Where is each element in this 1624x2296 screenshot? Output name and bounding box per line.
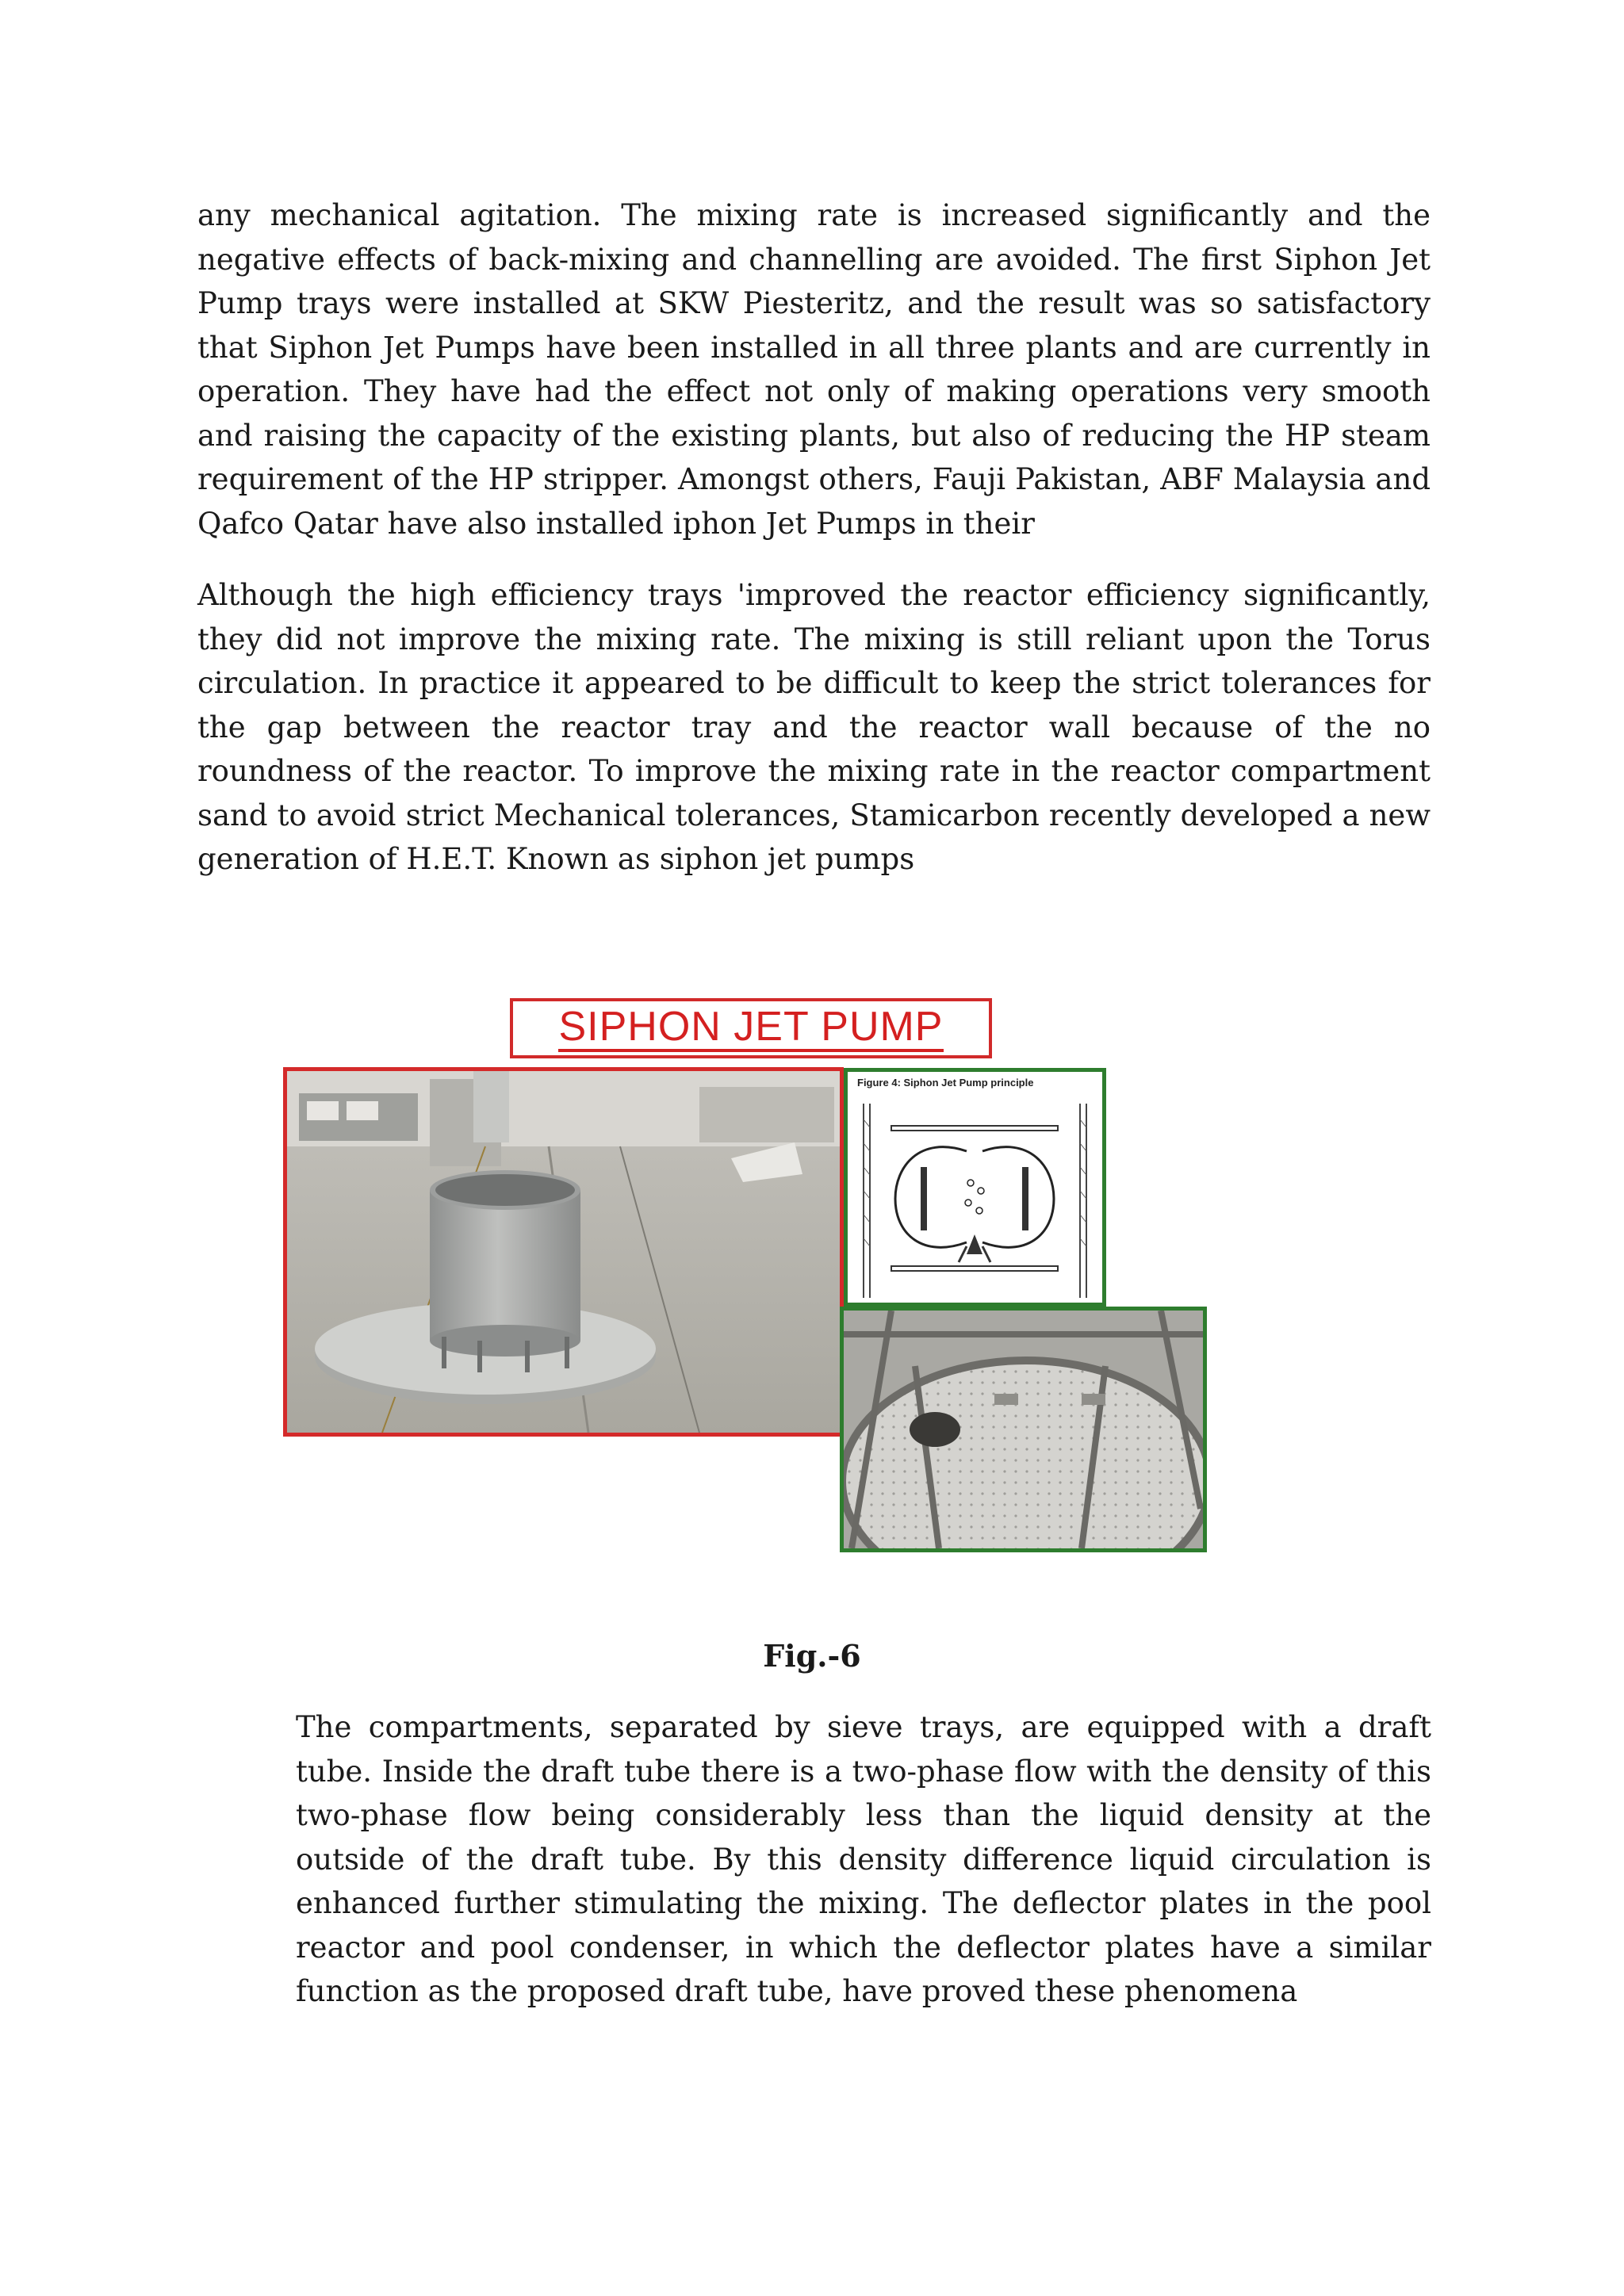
figure-title-box: [510, 998, 992, 1058]
paragraph-high-efficiency-trays: Although the high efficiency trays 'improved the reactor efficiency significantly, they did not improve the mixing rate. The mixing is still reliant upon the Torus circulation. In practice it appeared to be difficult to keep the strict tolerances for the gap between the reactor tray and the reactor wall because of the no roundness of the reactor. To improve the mixing rate in the reactor compartment sand to avoid strict Mechanical tolerances, Stamicarbon recently developed a new generation of H.E.T. Known as siphon jet pumps: [197, 578, 1431, 876]
siphon-jet-pump-principle-diagram: [844, 1068, 1106, 1307]
siphon-jet-pump-photo: [283, 1067, 844, 1437]
paragraph-draft-tube: The compartments, separated by sieve trays, are equipped with a draft tube. Inside the draft tube there is a two-phase flow with the density of this two-phase flow being considerably less than the liquid density at the outside of the draft tube. By this density difference liquid circulation is enhanced further stimulating the mixing. The deflector plates in the pool reactor and pool condenser, in which the deflector plates have a similar function as the proposed draft tube, have proved these phenomena: [296, 1710, 1431, 2008]
principle-diagram-label: Figure 4: Siphon Jet Pump principle: [857, 1077, 1034, 1089]
figure-caption: Fig.-6: [763, 1638, 861, 1674]
figure-title: SIPHON JET PUMP: [558, 1004, 943, 1052]
sieve-tray-photo: [840, 1307, 1207, 1552]
paragraph-siphon-jet-pump-history: any mechanical agitation. The mixing rate is increased significantly and the negative effects of back-mixing and channelling are avoided. The first Siphon Jet Pump trays were installed at SKW Piesteritz, and the result was so satisfactory that Siphon Jet Pumps have been installed in all three plants and are currently in operation. They have had the effect not only of making operations very smooth and raising the capacity of the existing plants, but also of reducing the HP steam requirement of the HP stripper. Amongst others, Fauji Pakistan, ABF Malaysia and Qafco Qatar have also installed iphon Jet Pumps in their: [197, 198, 1431, 541]
